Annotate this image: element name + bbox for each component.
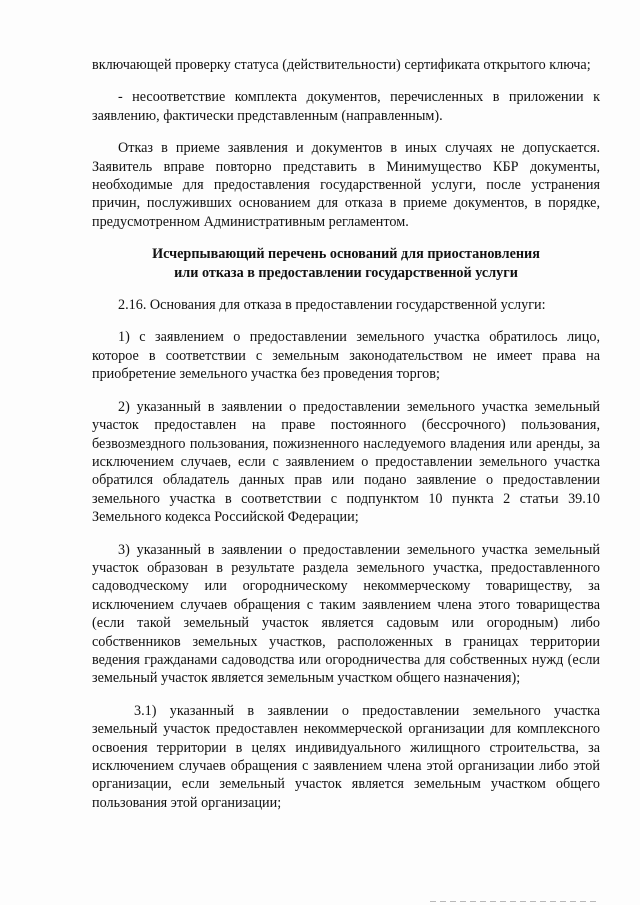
list-item-2: 2) указанный в заявлении о предоставлении земельного участка земельный участок предоставлен на праве постоянного (бессрочного) пользования, безвозмездного пользования, пожизненного наследуемого владения или аренды, за исключением случаев, если с заявлением о предоставлении земельного участка обратился обладатель данных прав или подано заявление о предоставлении земельного участка в соответствии с подпунктом 10 пункта 2 статьи 39.10 Земельного кодекса Российской Федерации; bbox=[92, 398, 600, 526]
list-item-3: 3) указанный в заявлении о предоставлении земельного участка земельный участок образован в результате раздела земельного участка, предоставленного садоводческому или огородническому некоммерческому товариществу, за исключением случаев обращения с таким заявлением члена этого товарищества (если такой земельный участок является садовым или огородным) либо собственников земельных участков, расположенных в границах территории ведения гражданами садоводства или огородничества для собственных нужд (если земельный участок является земельным участком общего назначения); bbox=[92, 541, 600, 687]
paragraph-continuation: включающей проверку статуса (действительности) сертификата открытого ключа; bbox=[92, 57, 591, 73]
section-intro: 2.16. Основания для отказа в предоставлении государственной услуги: bbox=[118, 297, 546, 314]
section-heading bbox=[92, 245, 600, 282]
section-heading-line-1: Исчерпывающий перечень оснований для приостановления bbox=[152, 246, 540, 263]
section-heading-line-2: или отказа в предоставлении государственной услуги bbox=[174, 264, 518, 281]
scan-edge-mark bbox=[430, 901, 600, 902]
document-body bbox=[92, 56, 600, 826]
list-item-3-1: 3.1) указанный в заявлении о предоставлении земельного участка земельный участок предоставлен некоммерческой организации для комплексного освоения территории в целях индивидуального жилищного строительства, за исключением случаев обращения с заявлением члена этой организации либо этой организации, если земельный участок является земельным участком общего пользования этой организации; bbox=[92, 702, 600, 811]
paragraph-mismatch-clause: - несоответствие комплекта документов, перечисленных в приложении к заявлению, фактически представленным (направленным). bbox=[92, 89, 600, 124]
paragraph-refusal-rules: Отказ в приеме заявления и документов в иных случаях не допускается. Заявитель вправе повторно представить в Минимущество КБР документы, необходимые для предоставления государственной услуги, после устранения причин, послуживших основанием для отказа в приеме документов, в порядке, предусмотренном Административным регламентом. bbox=[92, 140, 600, 230]
list-item-1: 1) с заявлением о предоставлении земельного участка обратилось лицо, которое в соответствии с земельным законодательством не имеет права на приобретение земельного участка без проведения торгов; bbox=[92, 329, 600, 383]
